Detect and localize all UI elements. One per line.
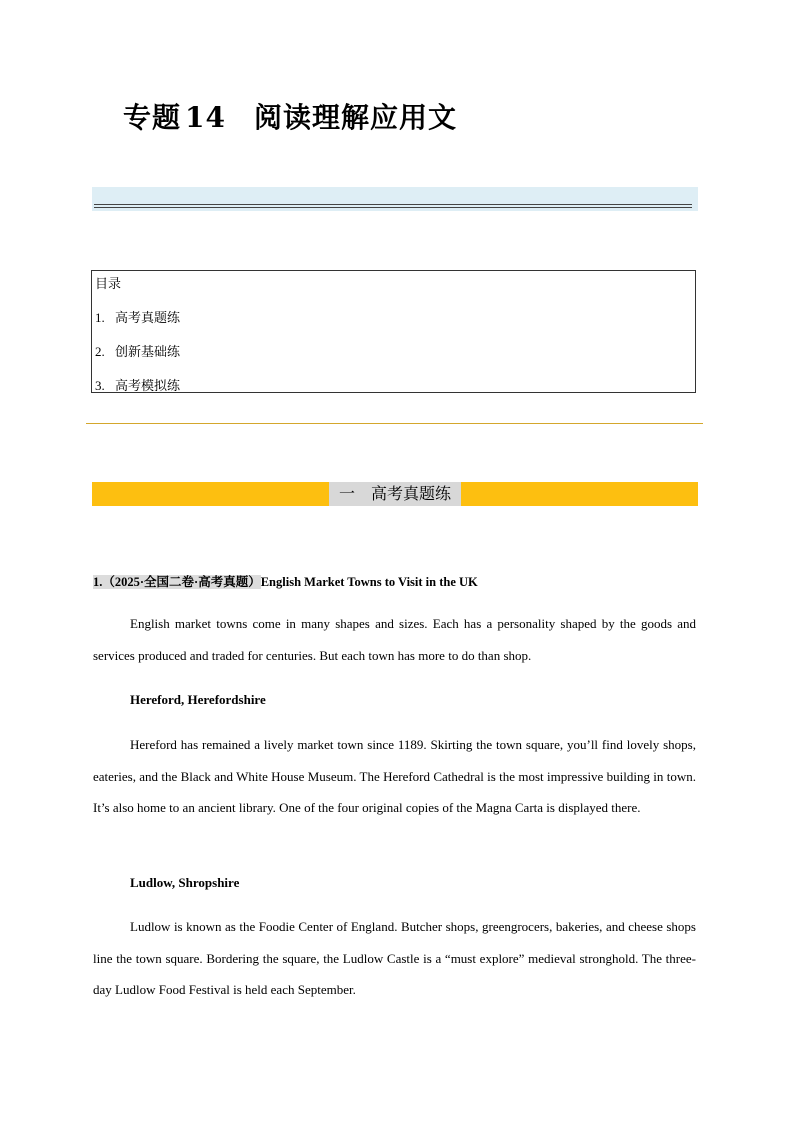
toc-item[interactable] — [95, 307, 180, 326]
town-paragraph: Hereford has remained a lively market town since 1189. Skirting the town square, you’ll find lovely shops, eateries, and the Black and White House Museum. The Hereford Cathedral is the most impressive building in town. It’s also home to an ancient library. One of the four original copies of the Magna Carta is displayed there. — [93, 737, 696, 815]
town-heading: Ludlow, Shropshire — [130, 875, 240, 890]
section-divider — [86, 423, 703, 424]
title-number: 14 — [185, 101, 226, 134]
title-prefix: 专题 — [123, 101, 182, 134]
question-title: English Market Towns to Visit in the UK — [260, 575, 478, 589]
town-heading: Hereford, Herefordshire — [130, 692, 266, 707]
toc-item-number: 3. — [95, 378, 105, 393]
toc-item-label: 高考真题练 — [115, 311, 181, 326]
question-tag — [93, 575, 261, 589]
question-number: 1. — [93, 575, 103, 589]
table-of-contents — [91, 270, 696, 393]
toc-item[interactable] — [95, 375, 180, 394]
section-header — [92, 482, 698, 506]
toc-item-number: 1. — [95, 310, 105, 325]
passage-intro: English market towns come in many shapes and sizes. Each has a personality shaped by the goods and services produced and traded for centuries. But each town has more to do than shop. — [93, 616, 696, 663]
banner-rule-bottom — [94, 207, 692, 208]
banner-rule-top — [94, 204, 692, 205]
page-title — [123, 100, 457, 136]
toc-item-number: 2. — [95, 344, 105, 359]
title-text: 阅读理解应用文 — [253, 101, 457, 134]
question-source: （2025·全国二卷·高考真题） — [102, 575, 261, 589]
toc-item[interactable] — [95, 341, 180, 360]
town-paragraph: Ludlow is known as the Foodie Center of England. Butcher shops, greengrocers, bakeries, and cheese shops line the town square. Bordering the square, the Ludlow Castle is a “must explore” medieval stronghold. The three-day Ludlow Food Festival is held each September. — [93, 919, 696, 997]
question-heading — [93, 572, 478, 590]
toc-heading: 目录 — [95, 277, 122, 292]
section-label: 一 高考真题练 — [329, 482, 461, 506]
title-banner — [92, 187, 698, 211]
toc-item-label: 创新基础练 — [115, 345, 181, 360]
toc-item-label: 高考模拟练 — [115, 379, 181, 394]
